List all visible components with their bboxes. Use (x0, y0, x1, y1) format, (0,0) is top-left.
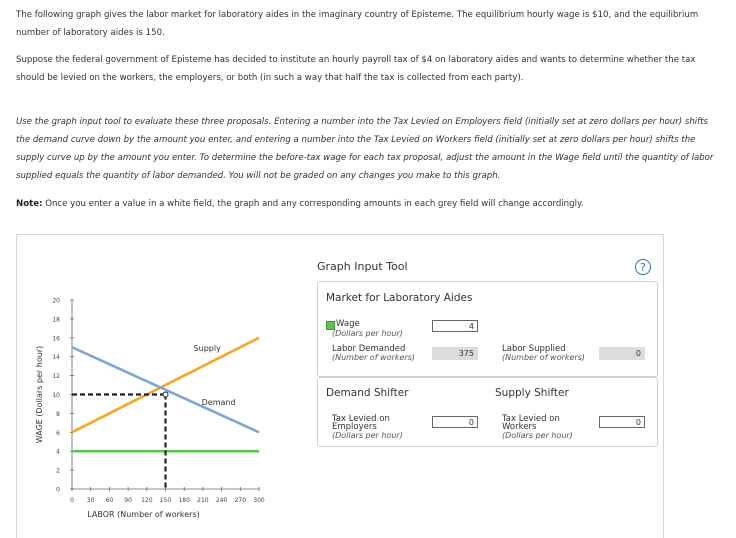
market-title: Market for Laboratory Aides (326, 292, 473, 304)
wage-units: (Dollars per hour) (332, 329, 403, 338)
labor-demanded-units: (Number of workers) (332, 353, 415, 362)
tax-employers-units: (Dollars per hour) (332, 431, 403, 440)
chart-series (72, 338, 259, 489)
help-icon[interactable]: ? (635, 259, 651, 275)
intro-paragraph-1: The following graph gives the labor market for laboratory aides in the imaginary country of Episteme. The equilibrium hourly wage is $10, and the equilibrium number of laboratory aides is 150. (16, 10, 699, 38)
tax-workers-input[interactable]: 0 (599, 416, 645, 428)
wage-input[interactable]: 4 (432, 320, 478, 332)
y-tick-label: 4 (56, 448, 60, 456)
note-text: Once you enter a value in a white field, the graph and any corresponding amounts in each grey field will change accordingly. (42, 199, 584, 209)
demand-curve-label: Demand (201, 397, 236, 407)
instructions-paragraph: Use the graph input tool to evaluate these three proposals. Entering a number into the Tax Levied on Employers field (initially set at zero dollars per hour) shifts the demand curve down by the amount you enter, and entering a number into the Tax Levied on Workers field (initially set at zero dollars per hour) shifts the supply curve up by the amount you enter. To determine the before-tax wage for each tax proposal, adjust the amount in the Wage field until the quantity of labor supplied equals the quantity of labor demanded. You will not be graded on any changes you make to this graph. (16, 117, 714, 181)
y-tick-label: 16 (52, 335, 60, 343)
y-axis-label: WAGE (Dollars per hour) (35, 345, 44, 444)
note-paragraph (16, 195, 716, 213)
shifters-panel (317, 377, 658, 447)
x-tick-label: 0 (70, 497, 74, 504)
supply-curve-label: Supply (193, 344, 221, 354)
y-tick-label: 20 (52, 297, 60, 305)
labor-demanded-value: 375 (432, 347, 478, 360)
x-tick-label: 240 (215, 497, 228, 504)
y-tick-label: 2 (56, 467, 60, 475)
labor-supplied-units: (Number of workers) (502, 353, 585, 362)
y-tick-label: 12 (52, 373, 60, 381)
supply-shifter-title: Supply Shifter (495, 387, 569, 399)
tax-employers-label-2: Employers (332, 422, 377, 432)
y-tick-label: 6 (56, 429, 60, 437)
note-label: Note: (16, 199, 43, 209)
tax-workers-label-2: Workers (502, 422, 537, 432)
x-tick-label: 300 (253, 497, 265, 504)
tax-workers-label: Tax Levied on (502, 414, 560, 424)
tax-workers-units: (Dollars per hour) (502, 431, 573, 440)
tax-employers-label: Tax Levied on (332, 414, 390, 424)
y-tick-label: 14 (52, 354, 60, 362)
labor-market-chart[interactable] (17, 235, 317, 535)
tax-employers-input[interactable]: 0 (432, 416, 478, 428)
demand-shifter-title: Demand Shifter (326, 387, 409, 399)
x-tick-label: 150 (159, 497, 172, 504)
x-axis-label: LABOR (Number of workers) (87, 510, 200, 519)
graph-input-tool-panel (16, 234, 664, 538)
y-tick-label: 0 (56, 486, 60, 494)
y-tick-label: 18 (52, 316, 60, 324)
x-tick-label: 270 (234, 497, 247, 504)
labor-supplied-label: Labor Supplied (502, 344, 566, 354)
x-tick-label: 210 (197, 497, 209, 504)
x-tick-label: 60 (105, 497, 114, 504)
graph-input-tool-title: Graph Input Tool (317, 260, 408, 273)
x-tick-label: 30 (86, 497, 95, 504)
labor-supplied-value: 0 (599, 347, 645, 360)
y-tick-label: 10 (52, 392, 60, 399)
wage-label: Wage (336, 319, 360, 329)
y-tick-label: 8 (56, 410, 60, 418)
intro-paragraph-2: Suppose the federal government of Episteme has decided to institute an hourly payroll tax of $4 on laboratory aides and wants to determine whether the tax should be levied on the workers, the employers, or both (in such a way that half the tax is collected from each party). (16, 55, 696, 83)
labor-demanded-label: Labor Demanded (332, 344, 406, 354)
equilibrium-point (163, 392, 168, 397)
x-tick-label: 120 (141, 497, 153, 504)
market-panel (317, 281, 658, 377)
x-tick-label: 180 (178, 497, 190, 504)
x-tick-label: 90 (124, 497, 132, 504)
